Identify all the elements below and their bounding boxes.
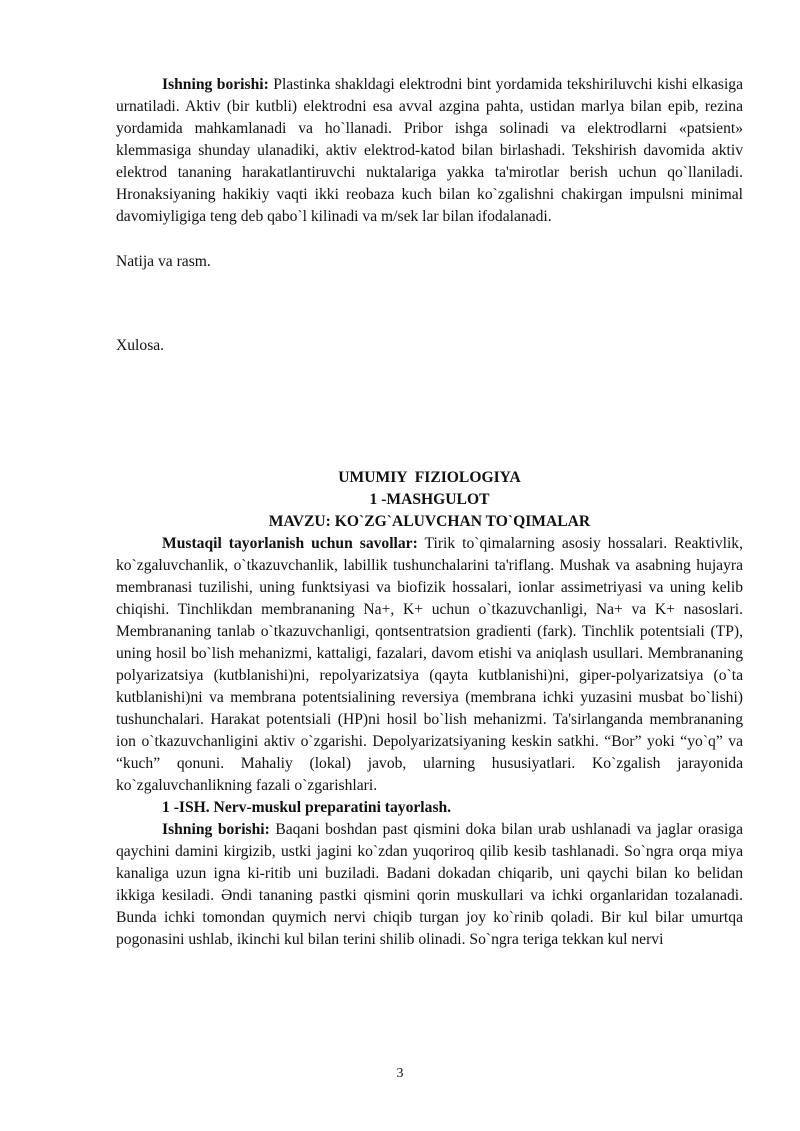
work-title <box>116 797 743 819</box>
subject-heading: UMUMIY FIZIOLOGIYA <box>338 469 521 486</box>
work-title-text: 1 -ISH. Nerv-muskul preparatini tayorlash. <box>162 799 452 816</box>
conclusion-label: Xulosa. <box>116 337 165 354</box>
work-text: Baqani boshdan past qismini doka bilan urab ushlanadi va jaglar orasiga qaychini damini kirgizib, ustki jagini ko`zdan yuqoriroq qilib kesib tashlanadi. So`ngra orqa miya kanaliga uzun igna ki-ritib uni buziladi. Badani dokadan chiqarib, uni qaychi bilan ko belidan ikkiga kesiladi. Əndi tananing pastki qismini qorin muskullari va ichki organlaridan tozalanadi. Bunda ichki tomondan quymich nervi chiqib turgan joy ko`rinib qoladi. Bir kul bilar umurtqa pogonasini ushlab, ikinchi kul bilan terini shilib olinadi. So`ngra teriga tekkan kul nervi <box>116 821 743 948</box>
document-page <box>116 74 743 951</box>
procedure-paragraph <box>116 74 743 228</box>
procedure-lead: Ishning borishi: <box>162 76 269 93</box>
topic-heading: MAVZU: KO`ZG`ALUVCHAN TO`QIMALAR <box>268 513 591 530</box>
lesson-heading: 1 -MASHGULOT <box>369 491 490 508</box>
work-paragraph <box>116 819 743 951</box>
page-number: 3 <box>396 1066 404 1081</box>
work-lead: Ishning borishi: <box>162 821 270 838</box>
procedure-text: Plastinka shakldagi elektrodni bint yordamida tekshiriluvchi kishi elkasiga urnatiladi. Aktiv (bir kutbli) elektrodni esa avval azgina pahta, ustidan marlya bilan epib, rezina yordamida mahkamlanadi va ho`llanadi. Pribor ishga solinadi va elektrodlarni «patsient» klemmasiga shunday ulanadiki, aktiv elektrod-katod bilan birlashadi. Tekshirish davomida aktiv elektrod tananing harakatlantiruvchi nuktalariga yakka ta'mirotlar berish uchun qo`llaniladi. Hronaksiyaning hakikiy vaqti ikki reobaza kuch bilan ko`zgalishni chakirgan impulsni minimal davomiyligiga teng deb qabo`l kilinadi va m/sek lar bilan ifodalanadi. <box>116 76 744 225</box>
section-heading <box>116 467 743 533</box>
questions-text: Tirik to`qimalarning asosiy hossalari. Reaktivlik, ko`zgaluvchanlik, o`tkazuvchanlik, labillik tushunchalarini ta'riflang. Mushak va asabning hujayra membranasi tuzilishi, uning funktsiyasi va biofizik hossalari, ionlar assimetriyasi va uning kelib chiqishi. Tinchlikdan membrananing Na+, K+ uchun o`tkazuvchanligi, Na+ va K+ nasoslari. Membrananing tanlab o`tkazuvchanligi, qontsentratsion gradienti (fark). Tinchlik potentsiali (TP), uning hosil bo`lish mehanizmi, kattaligi, fazalari, davom etishi va aniqlash usullari. Membrananing polyarizatsiya (kutblanishi)ni, repolyarizatsiya (qayta kutblanishi)ni, giper-polyarizatsiya (o`ta kutblanishi)ni va membrana potentsialining reversiya (membrana ichki yuzasini musbat bo`lishi) tushunchalari. Harakat potentsiali (HP)ni hosil bo`lish mehanizmi. Ta'sirlanganda membrananing ion o`tkazuvchanligini aktiv o`zgarishi. Depolyarizatsiyaning keskin satkhi. “Bor” yoki “yo`q” va “kuch” qonuni. Mahaliy (lokal) javob, ularning hususiyatlari. Ko`zgalish jarayonida ko`zgaluvchanlikning fazali o`zgarishlari. <box>116 535 743 794</box>
questions-paragraph <box>116 533 743 797</box>
result-label: Natija va rasm. <box>116 253 211 270</box>
questions-lead: Mustaqil tayorlanish uchun savollar: <box>162 535 418 552</box>
